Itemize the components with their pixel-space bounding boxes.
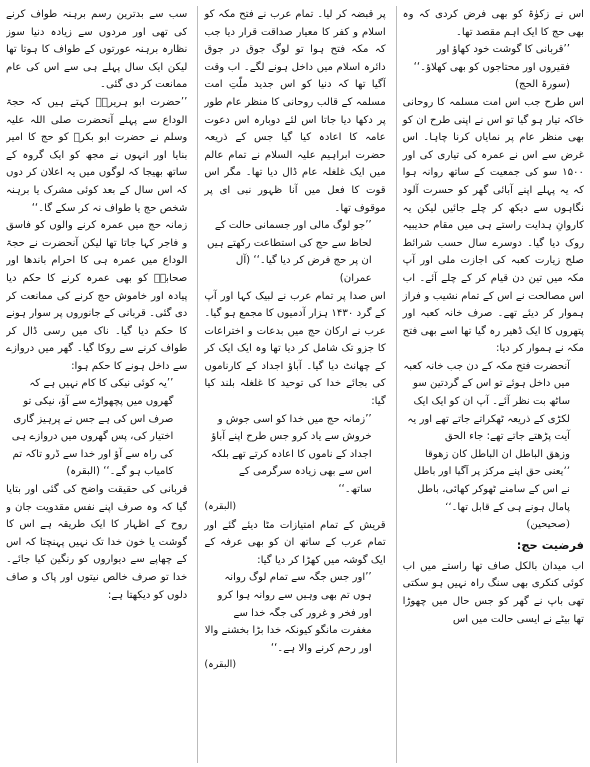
quotation: ’’زمانہ حج میں خدا کو اسی جوش و خروش سے یاد کرو جس طرح اپنے آباؤ اجداد کے ناموں کا اعادہ کرتے تھے بلکہ اس سے بھی زیادہ سرگرمی کے ساتھ۔‘‘ (211, 413, 372, 496)
quotation: ’’اور جس جگہ سے تمام لوگ روانہ ہوں تم بھی وہیں سے روانہ ہوا کرو اور فخر و غرور کی جگہ خدا سے مغفرت مانگو کیونکہ خدا بڑا بخشنے والا اور رحم کرنے والا ہے۔‘‘ (204, 572, 372, 654)
reference: (البقرہ) (204, 500, 237, 512)
column-right (396, 6, 584, 763)
quotation: وزھق الباطل ان الباطل کان زھوقا ’’یعنی حق اپنے مرکز پر آگیا اور باطل نے اس کے سامنے ٹھوکر کھائی، باطل پامال ہونے ہی کے قابل تھا۔‘‘ (صحیحین) (413, 448, 570, 531)
quotation: ’’قربانی کا گوشت خود کھاؤ اور فقیروں اور محتاجوں کو بھی کھلاؤ۔‘‘ (سورۃ الحج) (413, 44, 570, 91)
paragraph: اب میدان بالکل صاف تھا راستے میں اب کوئی کنکری بھی سنگ راہ نہیں ہو سکتی تھی باپ نے گھر کو جس حال میں چھوڑا تھا بیٹے نے ایسی حالت میں اس (402, 560, 584, 625)
quotation: ’’یہ کوئی نیکی کا کام نہیں ہے کہ گھروں میں پچھواڑے سے آؤ، نیکی تو صرف اس کی ہے جس نے پرہیز گاری اختیار کی، پس گھروں میں دروازے ہی کی راہ سے آؤ اور خدا سے ڈرو تاکہ تم کامیاب ہو گے۔‘‘ (البقرہ) (11, 378, 174, 478)
paragraph: قریش کے تمام امتیازات مٹا دیئے گئے اور تمام عرب کے ساتھ ان کو بھی عرفہ کے ایک گوشہ میں کھڑا کر دیا گیا: (204, 519, 386, 566)
paragraph: اس نے زکوٰۃ کو بھی فرض کردی کہ وہ بھی حج کا ایک اہم مقصد تھا۔ (402, 9, 584, 38)
paragraph: اس طرح جب اس امت مسلمہ کا روحانی خاکہ تیار ہو گیا تو اس نے اپنی طرح ان کو بھی منظر عام پر نمایاں کرنا چاہا۔ اس غرض سے اس نے عمرہ کی تیاری کی اور ۱۵۰۰ سو کی جمعیت کے ساتھ روانہ ہوا کہ یہ پہلے اپنے آبائی گھر کو حسرت آلود نگاہوں سے دیکھ کر چلے جائیں لیکن یہ کاروانِ ہدایت راستے ہی میں مقام حدیبیہ روک دیا گیا۔ دوسرے سال حسب شرائط صلح زیارت کعبہ کی اجازت ملی اور آپ مکہ میں تین دن قیام کر کے چلے آئے۔ اب اس مصالحت نے اس کے تمام نشیب و فراز ہموار کر دیئے تھے۔ صرف خانہ کعبہ اور پتھروں کا ایک ڈھیر رہ گیا تھا اسے بھی فتح مکہ نے ہموار کر دیا: (402, 96, 584, 355)
paragraph: قربانی کی حقیقت واضح کی گئی اور بتایا گیا کہ وہ صرف اپنے نفس مقدویت جان و روح کے اظہار کا ایک طریقہ ہے اس کا گوشت یا خون خدا تک نہیں پہنچتا کہ اس کے چھاپے سے دیواروں کو رنگین کیا جائے۔ خدا تو صرف خالص نیتوں اور پاک و صاف دلوں کو دیکھتا ہے: (6, 484, 188, 601)
paragraph: ’’حضرت ابو ہریرہؓ کہتے ہیں کہ حجۃ الوداع سے پہلے آنحضرت صلی اللہ علیہ وسلم نے حضرت ابو بکرؓ کو حج کا امیر بنایا اور انہوں نے مجھ کو ایک گروہ کے ساتھ بھیجا کہ لوگوں میں یہ اعلان کر دوں کہ اس سال کے بعد کوئی مشرک یا برہنہ شخص حج یا طواف نہ کر سکے گا۔‘‘ (6, 96, 188, 214)
reference: (البقرہ) (204, 659, 237, 671)
quotation: ’’جو لوگ مالی اور جسمانی حالت کے لحاظ سے حج کی استطاعت رکھتے ہیں ان پر حج فرض کر دیا گیا۔‘‘ (آل عمران) (207, 220, 372, 284)
paragraph: سب سے بدترین رسم برہنہ طواف کرنے کی تھی اور مردوں سے زیادہ دنیا سوز نظارہ برہنہ عورتوں کے طواف کا ہوتا تھا لیکن ایک سال پہلے ہی سے اس کی عام ممانعت کر دی گئی۔ (6, 9, 188, 91)
column-middle (197, 6, 385, 763)
section-heading: فرضیت حج: (516, 537, 584, 552)
paragraph: پر قبضہ کر لیا۔ تمام عرب نے فتح مکہ کو اسلام و کفر کا معیار صداقت قرار دیا جب کہ مکہ فتح ہوا تو لوگ جوق در جوق دائرہ اسلام میں داخل ہونے لگے۔ اب وقت آگیا تھا کہ دنیا کو اس جدید ملّتِ امت مسلمہ کے قالب روحانی کا منظر عام طور پر دکھا دیا جاتا اس لئے دوبارہ اس دعوت عامہ کا اعادہ کیا گیا جس کے ذریعہ حضرت ابراہیم علیہ السلام نے تمام عالم میں ایک غلغلہ عام ڈال دیا تھا۔ مگر اس قوت کا فعل میں آنا ظہور نبی ای پر موقوف تھا۔ (204, 9, 386, 214)
column-left (6, 6, 187, 763)
paragraph: اس صدا پر تمام عرب نے لبیک کہا اور آپ کے گرد ۱۴۳۰ ہزار آدمیوں کا مجمع ہو گیا۔ عرب نے ارکان حج میں بدعات و اختراعات کا جزو تک شامل کر دیا تھا وہ ایک ایک کر کے چھانٹ دیا گیا۔ آباؤ اجداد کے کارناموں کی بجائے خدا کی توحید کا غلغلہ بلند کیا گیا: (204, 290, 386, 408)
quotation: آنحضرت فتح مکہ کے دن جب خانہ کعبہ میں داخل ہوئے تو اس کے گردتین سو ساٹھ بت نظر آئے۔ آپ ان کو ایک ایک لکڑی کے ذریعہ ٹھکراتے جاتے تھے اور یہ آیت پڑھتے جاتے تھے: جاء الحق (403, 360, 570, 443)
paragraph: زمانہ حج میں عمرہ کرنے والوں کو فاسق و فاجر کہا جاتا تھا لیکن آنحضرت نے حجۃ الوداع میں عمرہ ہی کا احرام باندھا اور صحابہؓ کو بھی عمرہ کرنے کا حکم دیا پیادہ اور خاموش حج کرنے کی ممانعت کر دی گئی۔ قربانی کے جانوروں پر سوار ہونے کا حکم دیا گیا۔ ناک میں رسی ڈال کر طواف کرنے سے روکا گیا۔ گھر میں دروازے سے داخل ہونے کا حکم ہوا: (6, 220, 188, 372)
